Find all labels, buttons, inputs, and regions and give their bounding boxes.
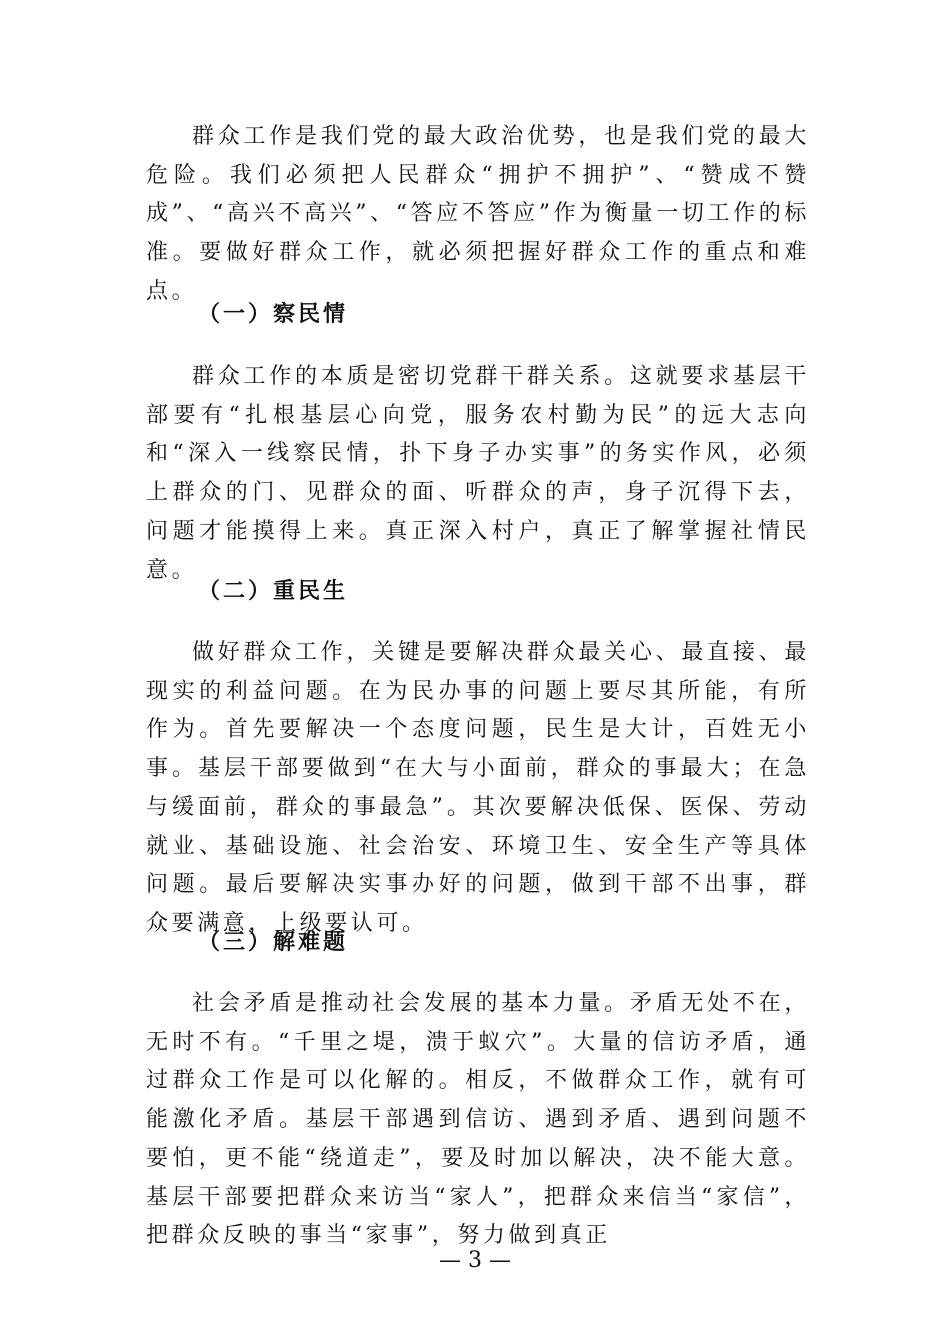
- section-1-paragraph: 群众工作的本质是密切党群干群关系。这就要求基层干部要有“扎根基层心向党，服务农村勤为民”的远大志向和“深入一线察民情，扑下身子办实事”的务实作风，必须上群众的门、见群众的面、听群众的声，身子沉得下去，问题才能摸得上来。真正深入村户，真正了解掌握社情民意。: [146, 364, 810, 583]
- section-3-paragraph: 社会矛盾是推动社会发展的基本力量。矛盾无处不在，无时不有。“千里之堤，溃于蚁穴”。大量的信访矛盾，通过群众工作是可以化解的。相反，不做群众工作，就有可能激化矛盾。基层干部遇到信访、遇到矛盾、遇到问题不要怕，更不能“绕道走”，要及时加以解决，决不能大意。基层干部要把群众来访当“家人”，把群众来信当“家信”，把群众反映的事当“家事”，努力做到真正: [146, 991, 810, 1249]
- section-2-paragraph: 做好群众工作，关键是要解决群众最关心、最直接、最现实的利益问题。在为民办事的问题上要尽其所能，有所作为。首先要解决一个态度问题，民生是大计，百姓无小事。基层干部要做到“在大与小面前，群众的事最大；在急与缓面前，群众的事最急”。其次要解决低保、医保、劳动就业、基础设施、社会治安、环境卫生、安全生产等具体问题。最后要解决实事办好的问题，做到干部不出事，群众要满意，上级要认可。: [146, 640, 810, 936]
- section-heading-1: （一）察民情: [198, 302, 349, 327]
- page-number: — 3 —: [439, 1248, 511, 1273]
- section-heading-3: （三）解难题: [198, 930, 349, 955]
- intro-paragraph: 群众工作是我们党的最大政治优势，也是我们党的最大危险。我们必须把人民群众“拥护不拥护”、“赞成不赞成”、“高兴不高兴”、“答应不答应”作为衡量一切工作的标准。要做好群众工作，就必须把握好群众工作的重点和难点。: [146, 124, 810, 304]
- section-heading-2: （二）重民生: [198, 579, 349, 604]
